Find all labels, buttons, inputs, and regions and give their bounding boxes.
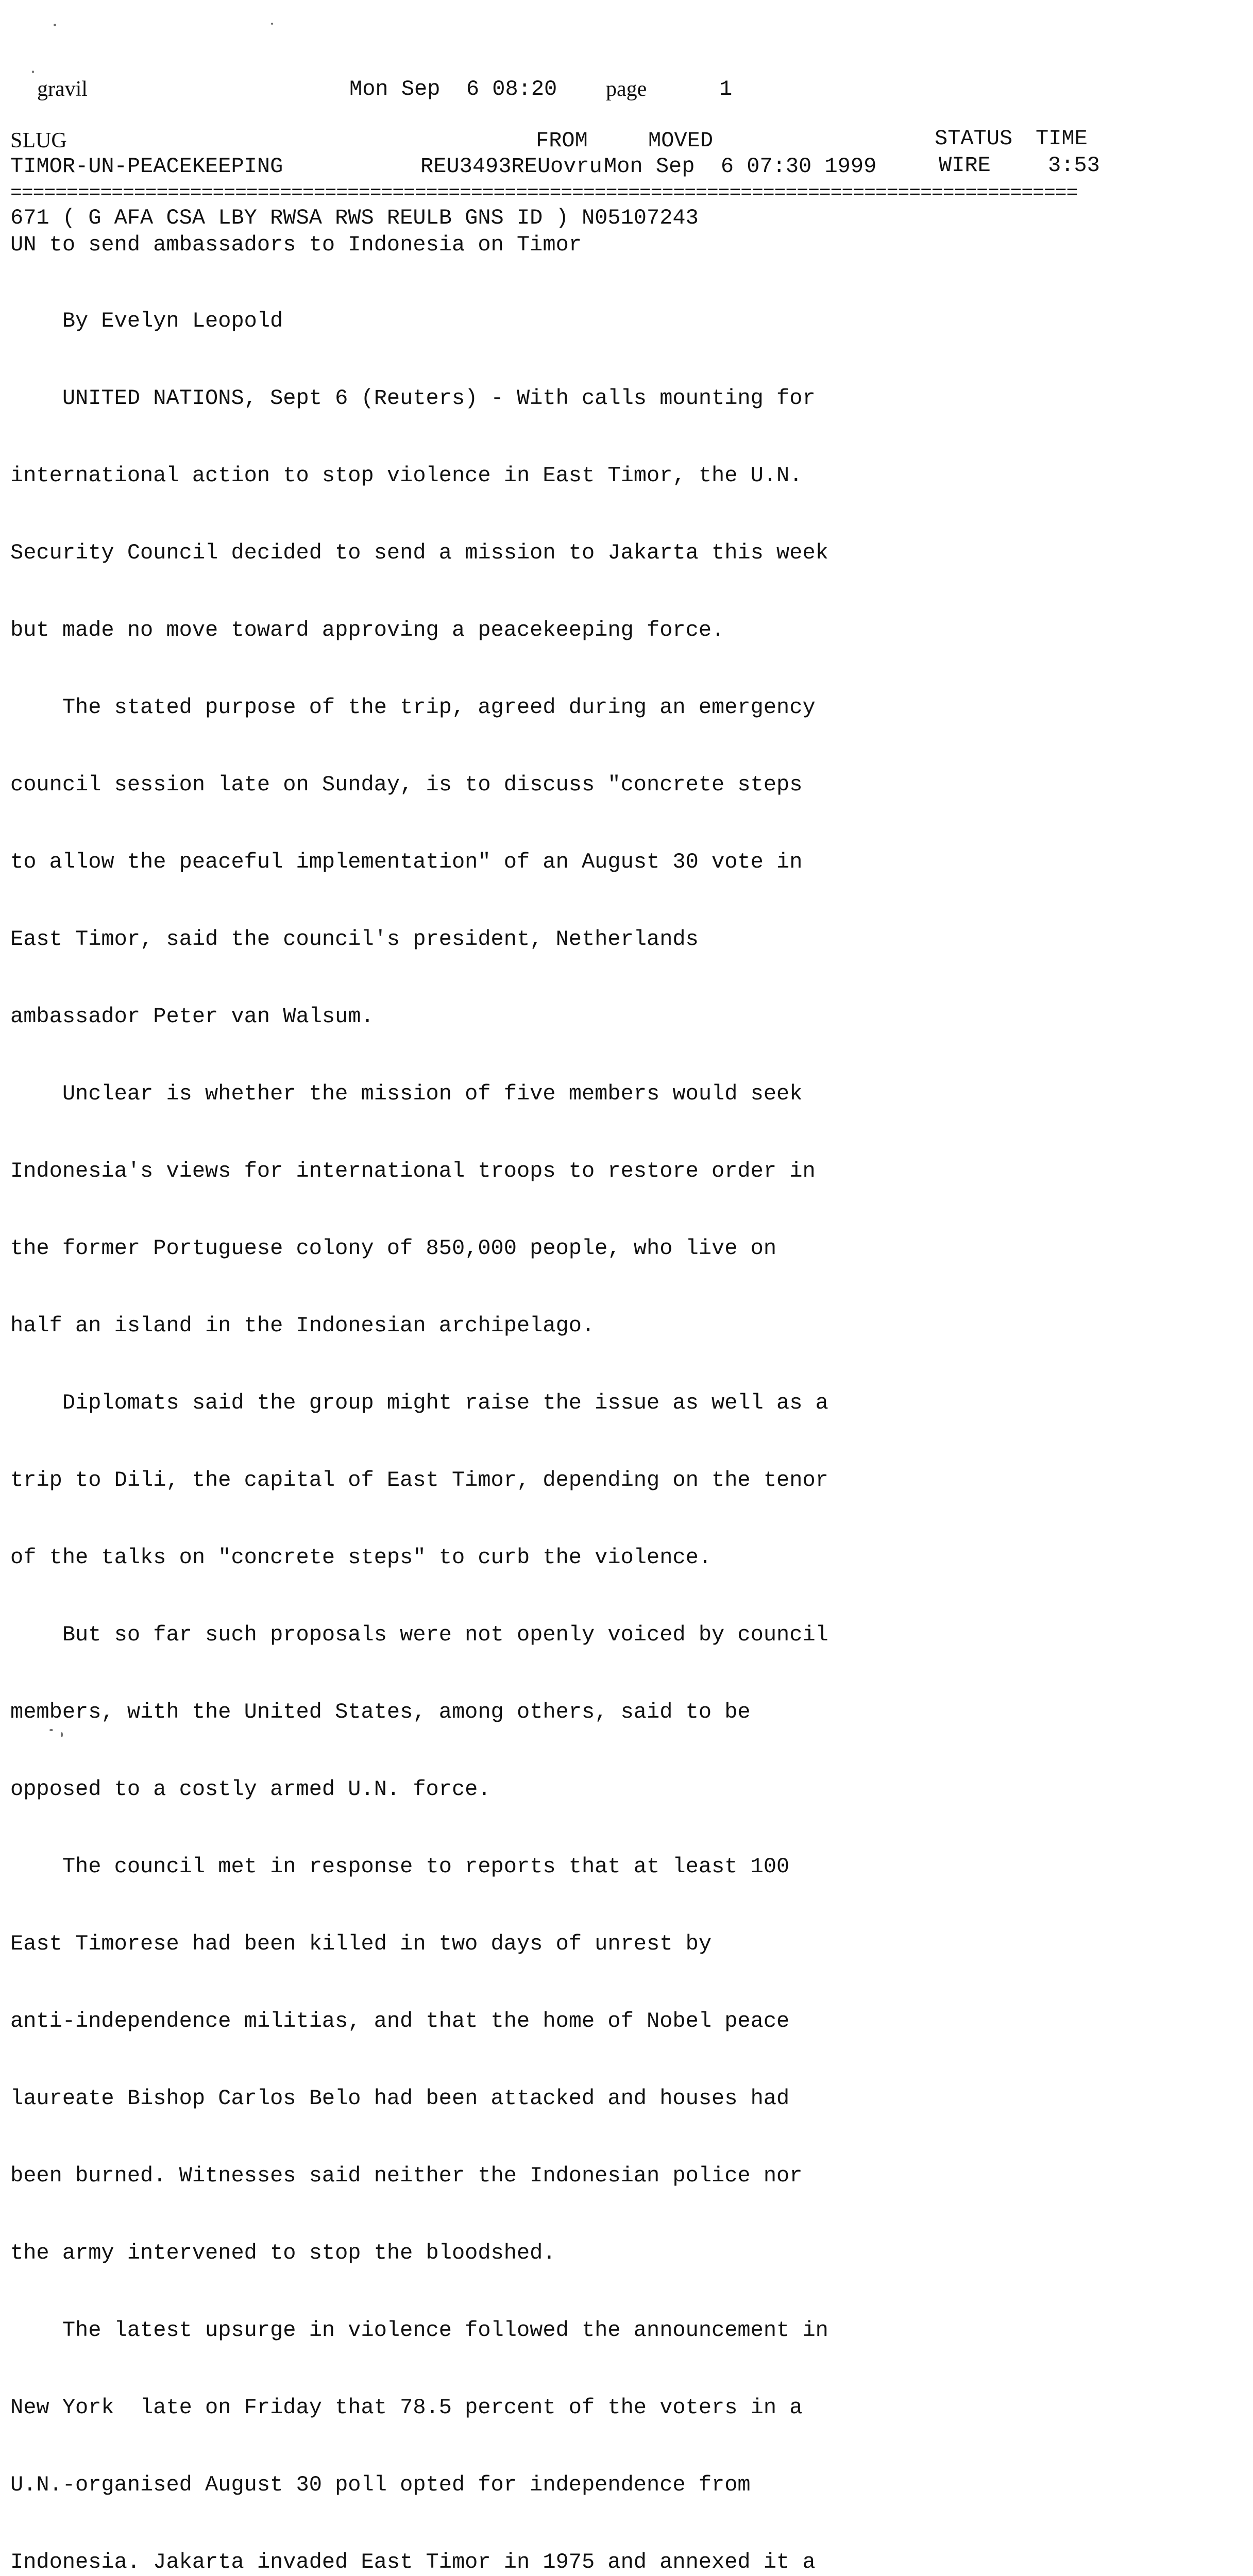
story-line: been burned. Witnesses said neither the Indonesian police nor: [10, 2163, 803, 2188]
story-line: The latest upsurge in violence followed the announcement in: [10, 2318, 828, 2343]
story-line: opposed to a costly armed U.N. force.: [10, 1777, 491, 1802]
byline: By Evelyn Leopold: [10, 309, 283, 333]
story-time: 3:53: [1048, 153, 1100, 178]
story-body: [10, 257, 938, 2576]
story-line: Indonesia. Jakarta invaded East Timor in 1975 and annexed it a: [10, 2550, 816, 2574]
separator-rule: ===============================================================================================: [10, 183, 1078, 204]
column-header-slug: SLUG: [10, 129, 67, 152]
story-line: East Timorese had been killed in two days of unrest by: [10, 1931, 712, 1956]
story-line: The council met in response to reports that at least 100: [10, 1854, 790, 1879]
scan-speck: [32, 71, 34, 73]
story-line: international action to stop violence in East Timor, the U.N.: [10, 463, 803, 488]
story-source: REU3493REUovru: [420, 154, 602, 179]
story-line: Diplomats said the group might raise the issue as well as a: [10, 1391, 828, 1415]
story-line: but made no move toward approving a peacekeeping force.: [10, 618, 725, 642]
story-line: of the talks on "concrete steps" to curb the violence.: [10, 1545, 712, 1570]
story-line: U.N.-organised August 30 poll opted for independence from: [10, 2472, 751, 2497]
routing-codes: 671 ( G AFA CSA LBY RWSA RWS REULB GNS ID ) N05107243: [10, 206, 699, 230]
story-line: Unclear is whether the mission of five members would seek: [10, 1081, 803, 1106]
story-status: WIRE: [939, 153, 991, 178]
story-line: The stated purpose of the trip, agreed during an emergency: [10, 695, 816, 720]
story-slug: TIMOR-UN-PEACEKEEPING: [10, 154, 283, 179]
story-line: Security Council decided to send a mission to Jakarta this week: [10, 540, 828, 565]
story-line: half an island in the Indonesian archipelago.: [10, 1313, 595, 1338]
scan-speck: [271, 23, 273, 25]
story-line: the former Portuguese colony of 850,000 people, who live on: [10, 1236, 777, 1261]
page-label: page: [606, 77, 647, 101]
story-line: Indonesia's views for international troops to restore order in: [10, 1159, 816, 1183]
story-headline: UN to send ambassadors to Indonesia on Timor: [10, 232, 582, 257]
printout-username: gravil: [37, 77, 88, 101]
story-moved-time: Mon Sep 6 07:30 1999: [604, 154, 877, 179]
page-number: 1: [719, 77, 733, 101]
column-header-moved: MOVED: [648, 128, 714, 153]
story-line: to allow the peaceful implementation" of an August 30 vote in: [10, 850, 803, 874]
story-line: New York late on Friday that 78.5 percent of the voters in a: [10, 2395, 803, 2420]
story-line: anti-independence militias, and that the home of Nobel peace: [10, 2009, 790, 2033]
story-line: the army intervened to stop the bloodshed.: [10, 2241, 556, 2265]
column-header-status: STATUS: [935, 126, 1013, 151]
story-line: UNITED NATIONS, Sept 6 (Reuters) - With calls mounting for: [10, 386, 816, 411]
printout-date: Mon Sep 6 08:20: [349, 77, 557, 101]
story-line: East Timor, said the council's president, Netherlands: [10, 927, 699, 952]
scan-speck: [54, 24, 56, 26]
story-line: members, with the United States, among others, said to be: [10, 1700, 751, 1724]
story-line: trip to Dili, the capital of East Timor, depending on the tenor: [10, 1468, 828, 1493]
story-line: ambassador Peter van Walsum.: [10, 1004, 374, 1029]
story-line: But so far such proposals were not openly voiced by council: [10, 1622, 828, 1647]
story-line: council session late on Sunday, is to discuss "concrete steps: [10, 772, 803, 797]
story-line: laureate Bishop Carlos Belo had been attacked and houses had: [10, 2086, 790, 2111]
column-header-from: FROM: [536, 128, 588, 153]
column-header-time: TIME: [1036, 126, 1088, 151]
